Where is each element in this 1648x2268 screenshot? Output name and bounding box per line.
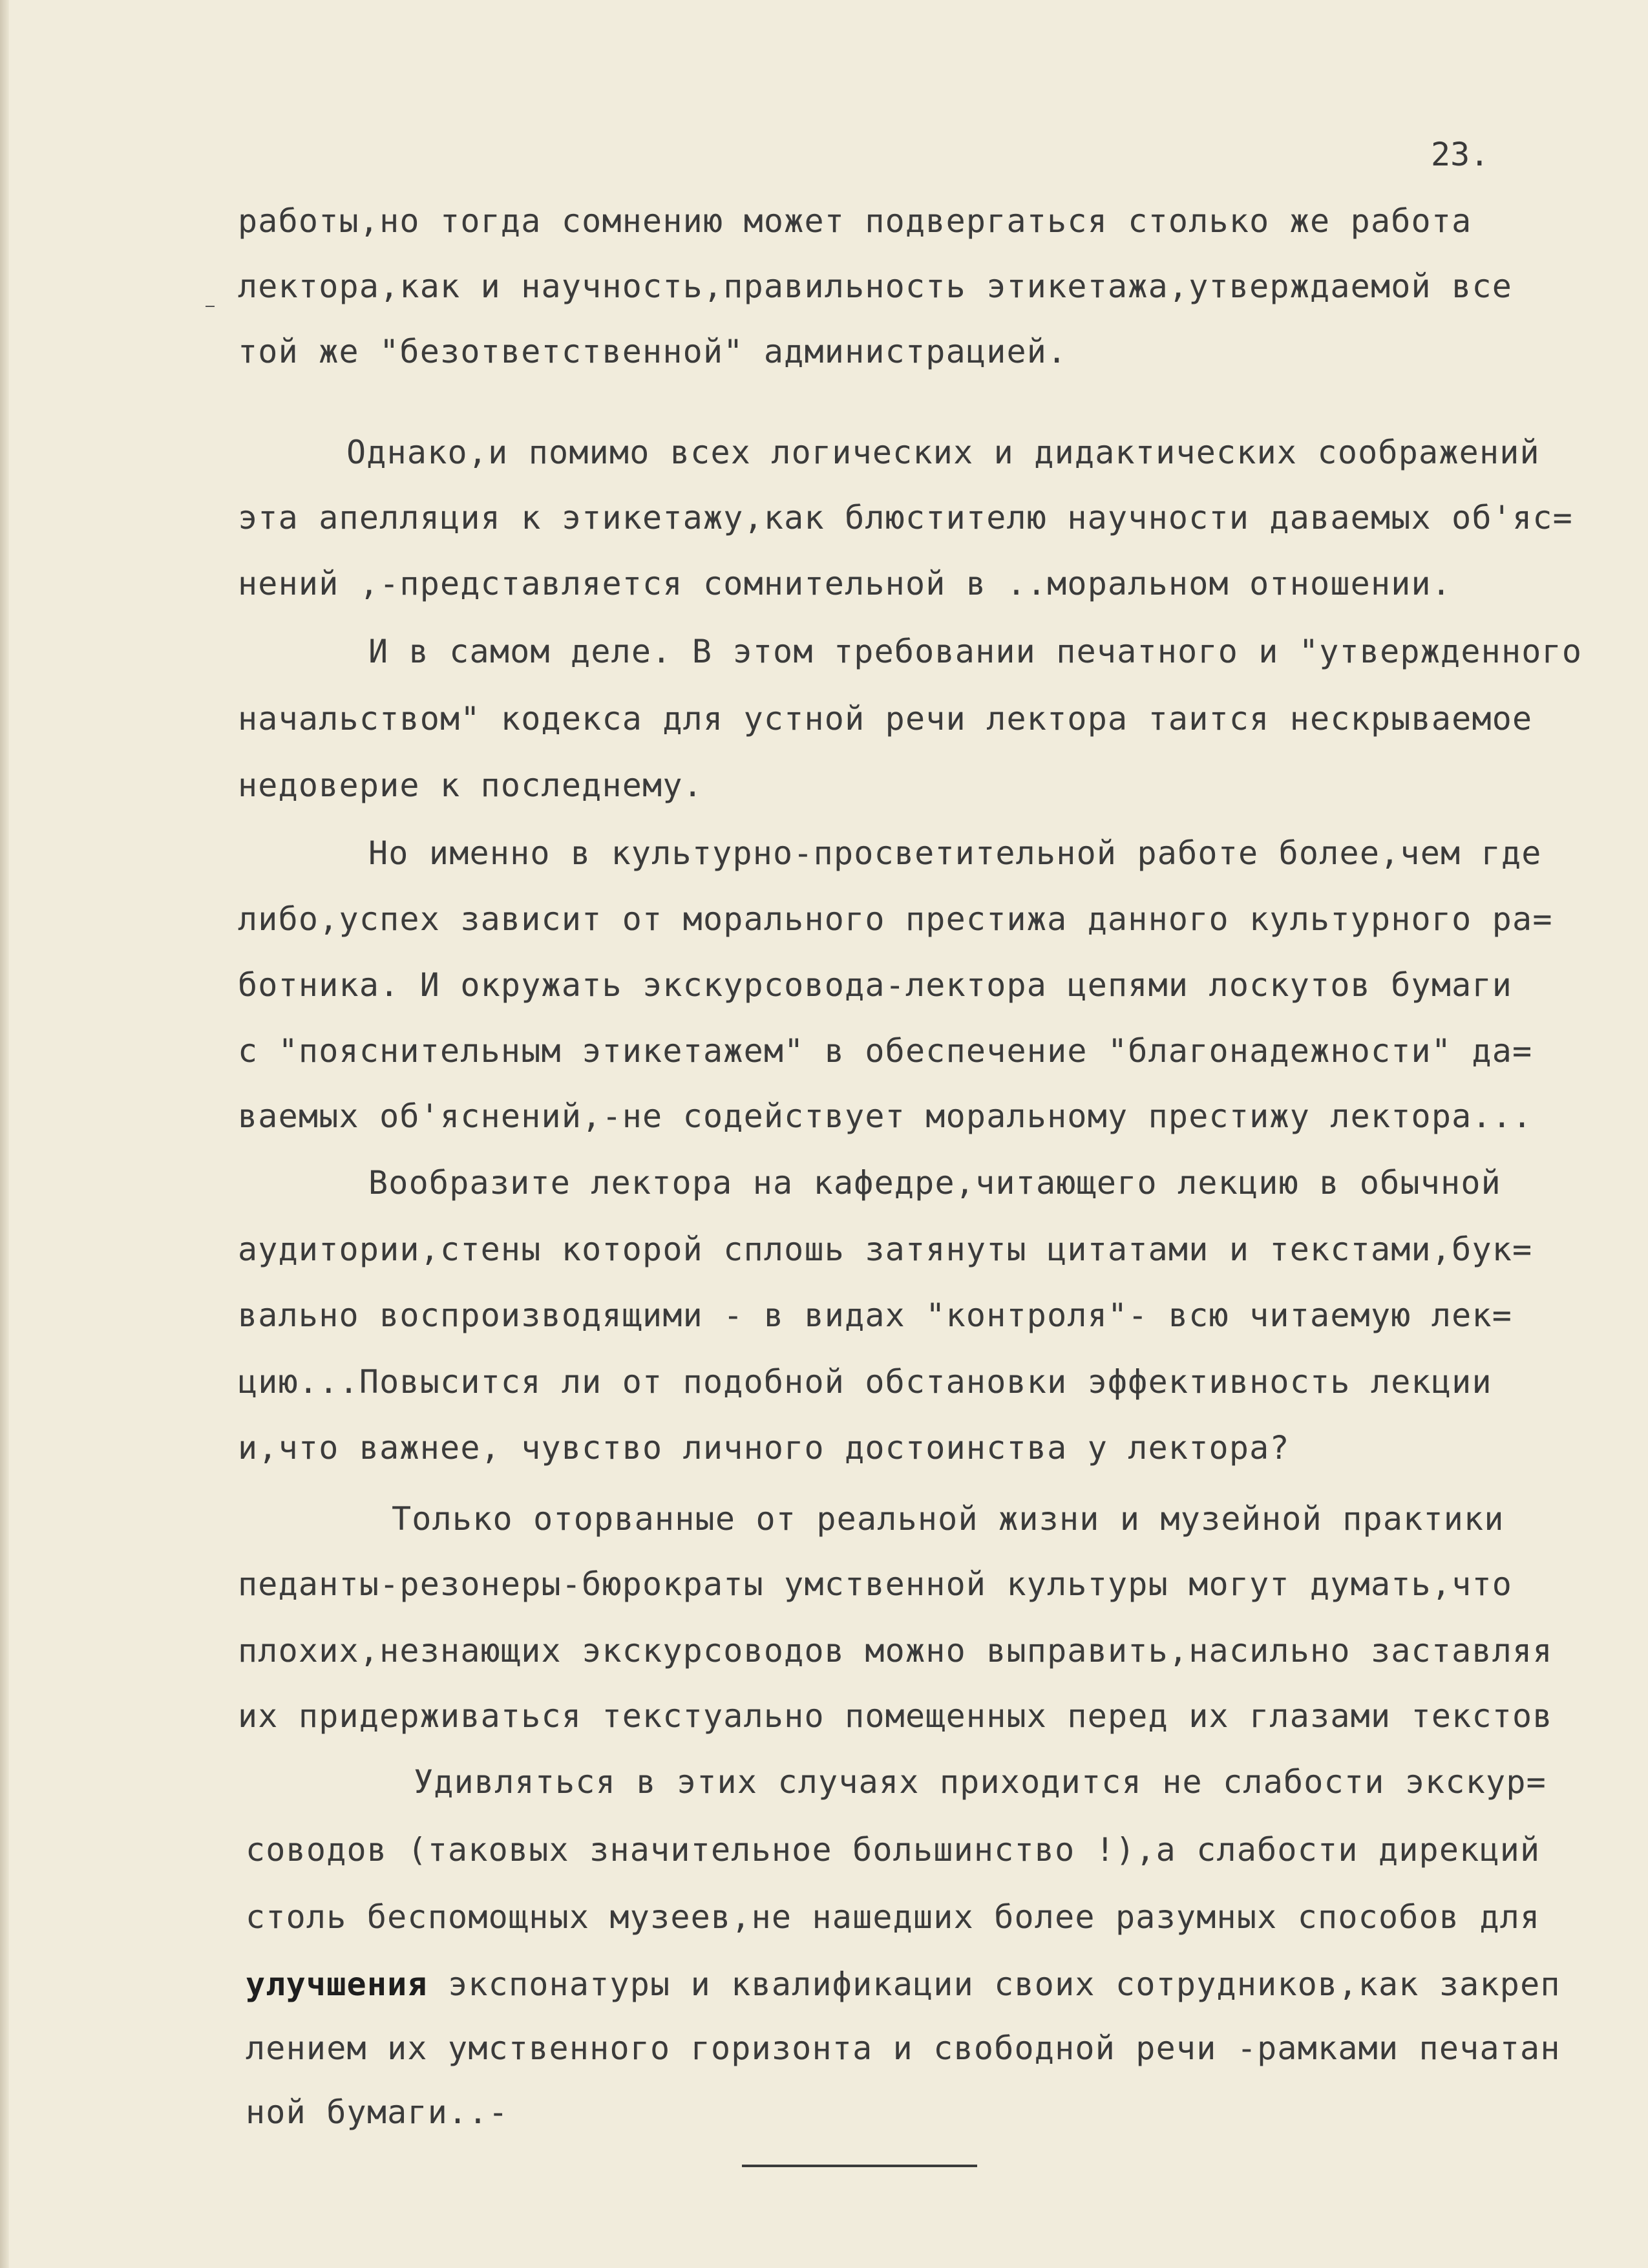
text-line: педанты-резонеры-бюрократы умственной культуры могут думать,что bbox=[238, 1565, 1513, 1603]
text-line: аудитории,стены которой сплошь затянуты цитатами и текстами,бук= bbox=[238, 1231, 1533, 1268]
text-line: либо,успех зависит от морального престижа данного культурного ра= bbox=[238, 900, 1553, 938]
text-line: Однако,и помимо всех логических и дидактических соображений bbox=[346, 434, 1540, 471]
end-rule bbox=[742, 2165, 977, 2167]
text-line: недоверие к последнему. bbox=[238, 767, 703, 804]
text-line: лектора,как и научность,правильность этикетажа,утверждаемой все bbox=[238, 268, 1513, 305]
text-line: Но именно в культурно-просветительной работе более,чем где bbox=[368, 834, 1542, 872]
text-line: той же "безответственной" администрацией. bbox=[238, 333, 1068, 370]
text-line: Удивляться в этих случаях приходится не слабости экскур= bbox=[414, 1763, 1547, 1801]
margin-mark bbox=[206, 306, 215, 307]
text-line-rest: экспонатуры и квалификации своих сотрудников,как закреп bbox=[427, 1966, 1561, 2003]
text-line: ботника. И окружать экскурсовода-лектора цепями лоскутов бумаги bbox=[238, 966, 1513, 1004]
text-line bbox=[246, 1965, 1561, 2004]
text-line: И в самом деле. В этом требовании печатного и "утвержденного bbox=[368, 633, 1583, 670]
text-line: столь беспомощных музеев,не нашедших более разумных способов для bbox=[246, 1898, 1541, 1936]
text-line: ной бумаги..- bbox=[246, 2093, 509, 2131]
text-line: ваемых об'яснений,-не содействует моральному престижу лектора... bbox=[238, 1097, 1533, 1135]
text-line: соводов (таковых значительное большинство !),а слабости дирекций bbox=[246, 1831, 1541, 1869]
page-number: 23. bbox=[1431, 136, 1490, 173]
text-line: работы,но тогда сомнению может подвергаться столько же работа bbox=[238, 202, 1472, 240]
text-line: и,что важнее, чувство личного достоинства у лектора? bbox=[238, 1429, 1290, 1467]
page-edge bbox=[0, 0, 9, 2268]
text-line: цию...Повысится ли от подобной обстановки эффективность лекции bbox=[238, 1363, 1492, 1401]
text-line: нений ,-представляется сомнительной в ..моральном отношении. bbox=[238, 565, 1452, 602]
text-line: с "пояснительным этикетажем" в обеспечение "благонадежности" да= bbox=[238, 1032, 1533, 1070]
text-line: их придерживаться текстуально помещенных перед их глазами текстов bbox=[238, 1697, 1553, 1735]
text-line: начальством" кодекса для устной речи лектора таится нескрываемое bbox=[238, 700, 1533, 737]
text-line: вально воспроизводящими - в видах "контроля"- всю читаемую лек= bbox=[238, 1297, 1513, 1334]
text-line: Вообразите лектора на кафедре,читающего лекцию в обычной bbox=[368, 1164, 1501, 1202]
text-line: лением их умственного горизонта и свободной речи -рамками печатан bbox=[246, 2030, 1561, 2067]
text-line: плохих,незнающих экскурсоводов можно выправить,насильно заставляя bbox=[238, 1632, 1553, 1669]
text-line: Только оторванные от реальной жизни и музейной практики bbox=[392, 1500, 1505, 1538]
overstruck-word: улучшения bbox=[246, 1966, 428, 2003]
text-line: эта апелляция к этикетажу,как блюстителю научности даваемых об'яс= bbox=[238, 499, 1573, 536]
